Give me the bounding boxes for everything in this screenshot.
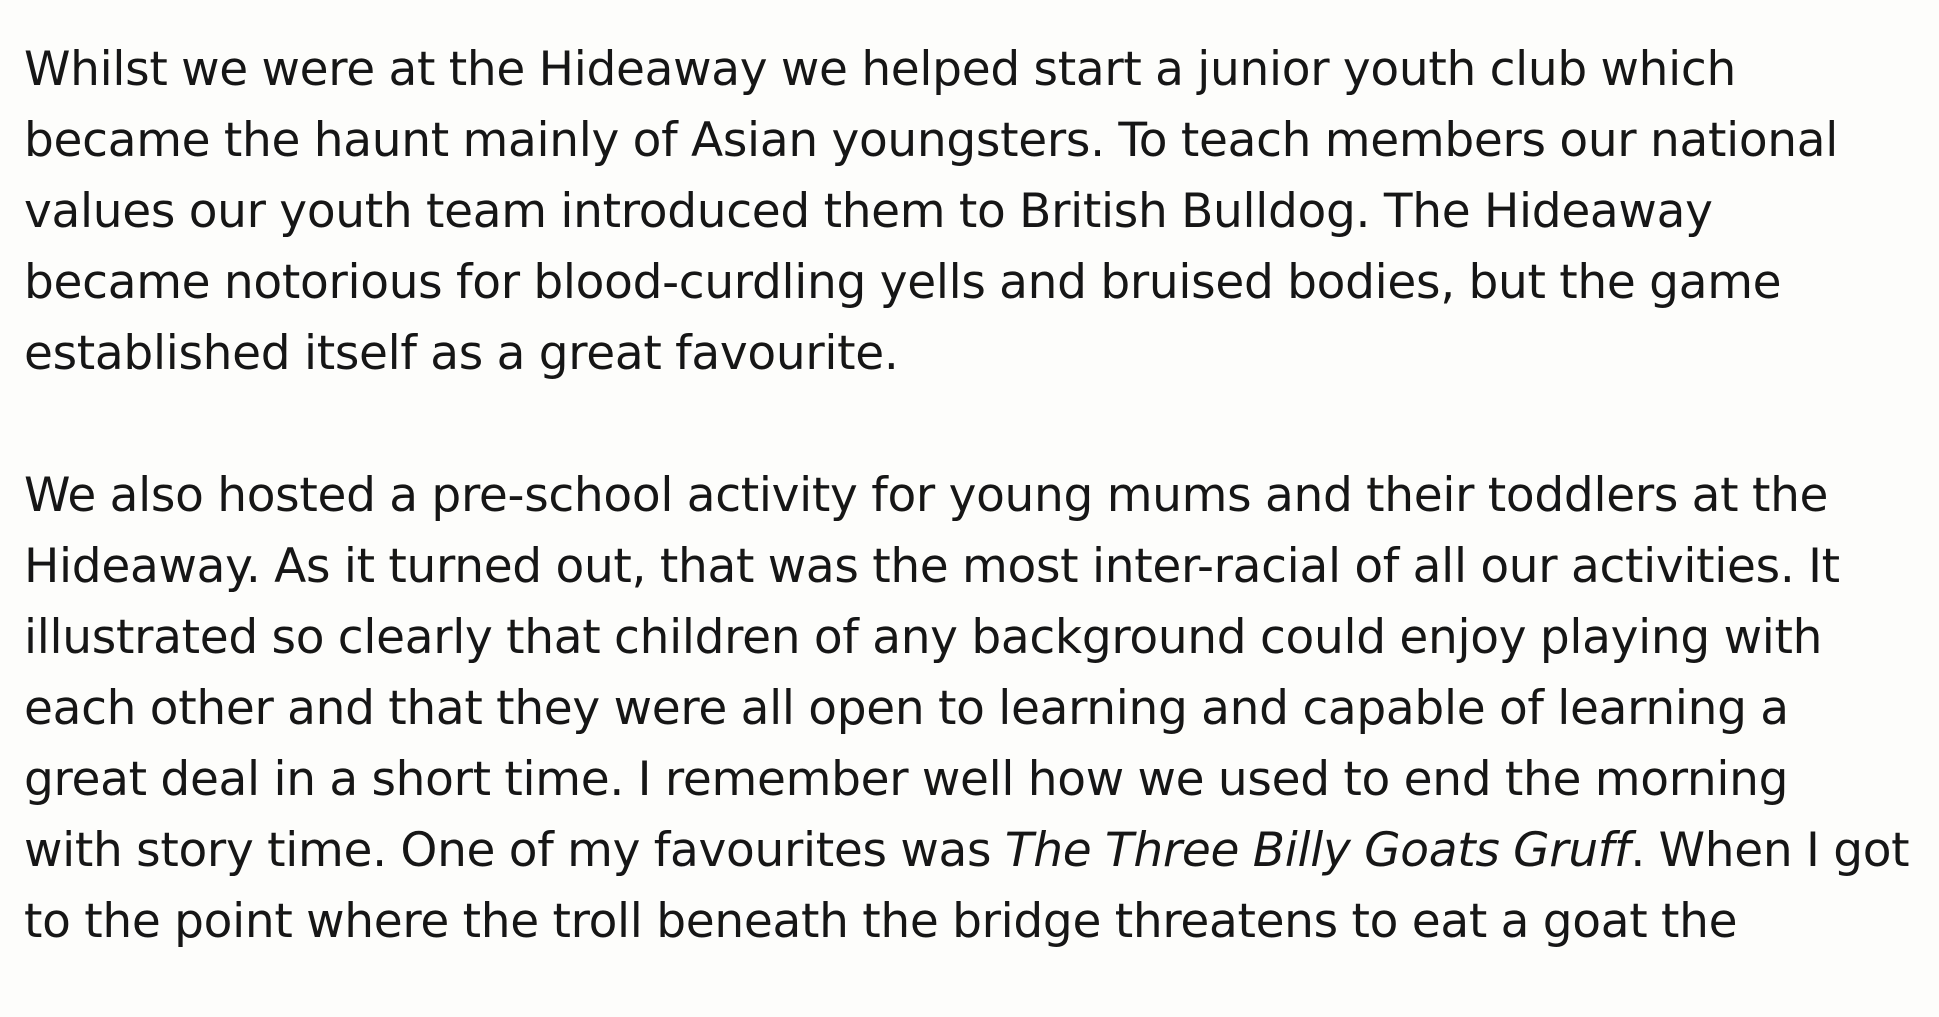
text-line: great deal in a short time. I remember well how we used to end the morning [24, 752, 1789, 807]
text-line: established itself as a great favourite. [24, 326, 899, 381]
text-line: became notorious for blood-curdling yells and bruised bodies, but the game [24, 255, 1782, 310]
text-line: became the haunt mainly of Asian youngsters. To teach members our national [24, 113, 1839, 168]
text-line: each other and that they were all open to learning and capable of learning a [24, 681, 1789, 736]
text-line: to the point where the troll beneath the bridge threatens to eat a goat the [24, 894, 1738, 949]
text-line-with-title [24, 815, 1919, 886]
text-line: Whilst we were at the Hideaway we helped start a junior youth club which [24, 42, 1736, 97]
text-line: Hideaway. As it turned out, that was the most inter-racial of all our activities. It [24, 539, 1840, 594]
text-line: values our youth team introduced them to British Bulldog. The Hideaway [24, 184, 1713, 239]
paragraph-youth-club [24, 34, 1919, 389]
text-fragment: with story time. One of my favourites was [24, 823, 1005, 878]
text-line: illustrated so clearly that children of any background could enjoy playing with [24, 610, 1823, 665]
text-line: We also hosted a pre-school activity for young mums and their toddlers at the [24, 468, 1829, 523]
text-fragment: . When I got [1630, 823, 1910, 878]
book-title: The Three Billy Goats Gruff [1004, 823, 1631, 878]
paragraph-pre-school [24, 460, 1919, 957]
